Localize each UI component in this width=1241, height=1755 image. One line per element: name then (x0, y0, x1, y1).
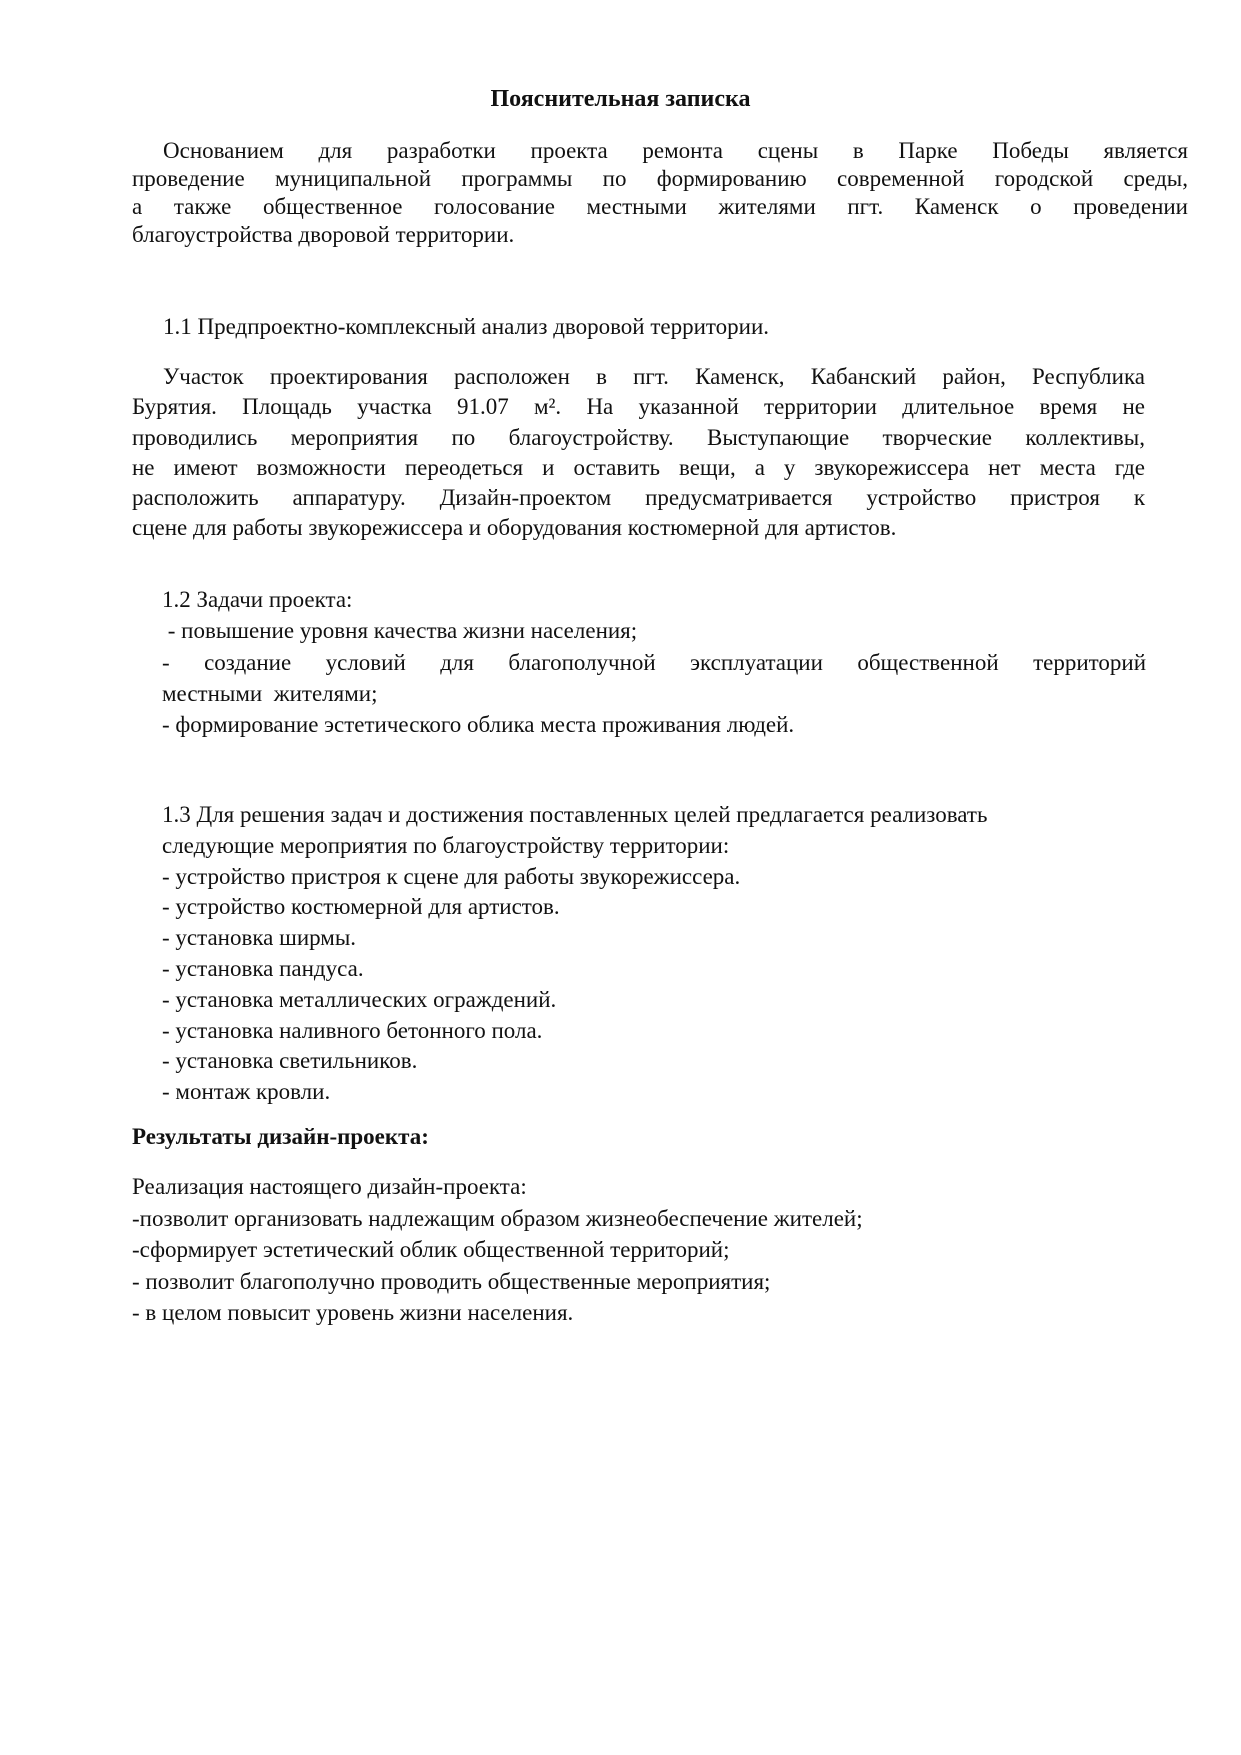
document-title: Пояснительная записка (490, 86, 751, 112)
task-item: местными жителями; (162, 680, 378, 706)
measures-section (162, 800, 987, 1108)
task-item: - повышение уровня качества жизни населения; (162, 618, 638, 644)
results-line: -сформирует эстетический облик общественной территорий; (132, 1237, 730, 1263)
intro-line: Основанием для разработки проекта ремонта сцены в Парке Победы является (163, 138, 1188, 163)
section-1-1-heading: 1.1 Предпроектно-комплексный анализ дворовой территории. (163, 314, 770, 339)
measure-item: - монтаж кровли. (162, 1079, 331, 1105)
task-item: - формирование эстетического облика места проживания людей. (162, 712, 795, 738)
measure-item: - установка наливного бетонного пола. (162, 1017, 543, 1043)
measures-heading-line: следующие мероприятия по благоустройству территории: (162, 832, 730, 858)
intro-line: благоустройства дворовой территории. (132, 222, 515, 247)
measure-item: - установка пандуса. (162, 955, 364, 981)
intro-line: а также общественное голосование местными жителями пгт. Каменск о проведении (132, 194, 1188, 219)
results-line: - позволит благополучно проводить общественные мероприятия; (132, 1268, 771, 1294)
tasks-heading: 1.2 Задачи проекта: (162, 587, 353, 612)
intro-paragraph (132, 137, 1188, 249)
results-line: Реализация настоящего дизайн-проекта: (132, 1174, 527, 1199)
measure-item: - устройство пристроя к сцене для работы звукорежиссера. (162, 863, 741, 889)
results-line: -позволит организовать надлежащим образом жизнеобеспечение жителей; (132, 1205, 863, 1231)
site-paragraph (132, 362, 1145, 544)
task-item: - создание условий для благополучной эксплуатации общественной территорий (162, 649, 1146, 675)
results-line: - в целом повысит уровень жизни населения. (132, 1300, 574, 1326)
results-heading: Результаты дизайн-проекта: (132, 1124, 429, 1149)
site-paragraph-line: Участок проектирования расположен в пгт. Каменск, Кабанский район, Республика (163, 364, 1145, 389)
measure-item: - установка светильников. (162, 1048, 418, 1074)
site-paragraph-line: расположить аппаратуру. Дизайн-проектом предусматривается устройство пристроя к (132, 485, 1145, 511)
site-paragraph-line: сцене для работы звукорежиссера и оборудования костюмерной для артистов. (132, 515, 897, 541)
intro-line: проведение муниципальной программы по формированию современной городской среды, (132, 166, 1188, 191)
measure-item: - установка металлических ограждений. (162, 986, 557, 1012)
site-paragraph-line: Бурятия. Площадь участка 91.07 м². На указанной территории длительное время не (132, 394, 1145, 420)
measures-heading-line: 1.3 Для решения задач и достижения поставленных целей предлагается реализовать (162, 802, 988, 827)
site-paragraph-line: проводились мероприятия по благоустройству. Выступающие творческие коллективы, (132, 424, 1145, 450)
site-paragraph-line: не имеют возможности переодеться и оставить вещи, а у звукорежиссера нет места где (132, 454, 1145, 480)
results-list (132, 1171, 863, 1329)
tasks-section (162, 584, 1146, 740)
measure-item: - установка ширмы. (162, 925, 357, 951)
measure-item: - устройство костюмерной для артистов. (162, 894, 560, 920)
